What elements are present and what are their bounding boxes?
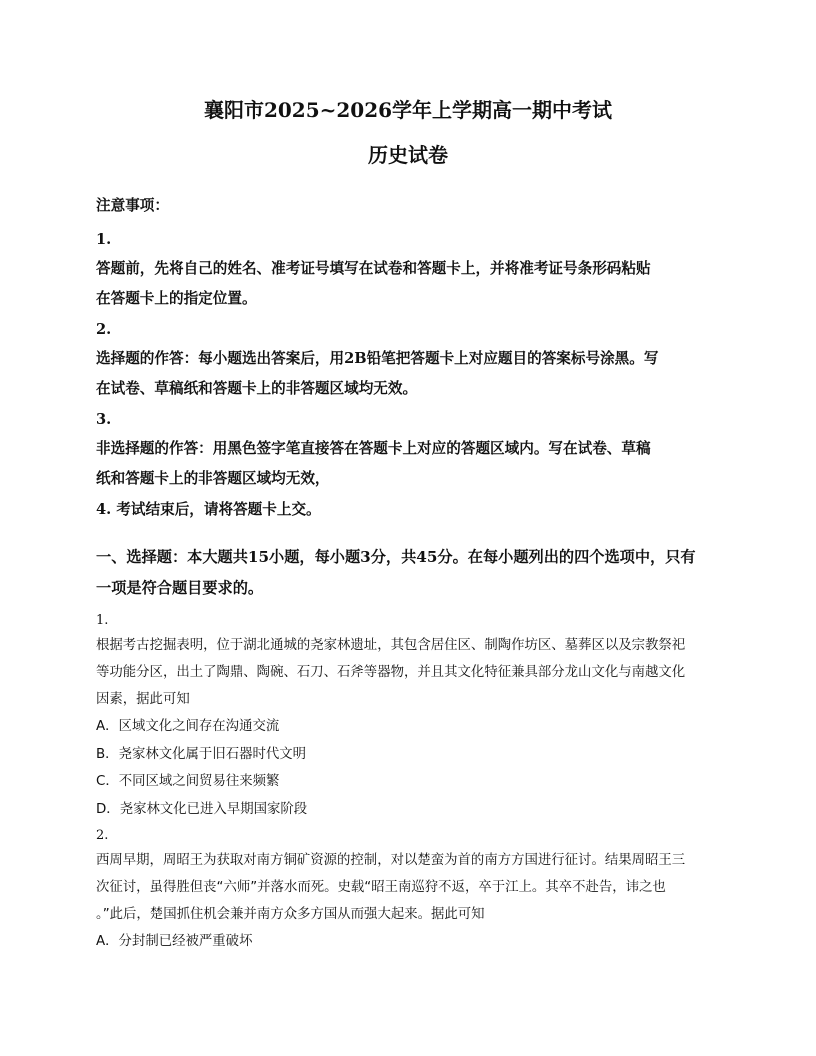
question-1-option-b: B．尧家林文化属于旧石器时代文明 <box>96 747 307 762</box>
section-1-heading-line-1: 一、选择题：本大题共15小题，每小题3分，共45分。在每小题列出的四个选项中，只有 <box>96 548 696 566</box>
notice-item-3-line-2: 纸和答题卡上的非答题区域均无效， <box>96 470 330 487</box>
notice-item-3-number: 3. <box>96 411 112 428</box>
notice-item-2-line-1: 选择题的作答：每小题选出答案后，用2B铅笔把答题卡上对应题目的答案标号涂黑。写 <box>96 350 659 367</box>
notice-item-1-line-2: 在答题卡上的指定位置。 <box>96 290 257 307</box>
exam-title: 襄阳市2025~2026学年上学期高一期中考试 <box>203 98 613 122</box>
notice-item-1-line-1: 答题前，先将自己的姓名、准考证号填写在试卷和答题卡上，并将准考证号条形码粘贴 <box>96 260 651 277</box>
question-1-option-d: D．尧家林文化已进入早期国家阶段 <box>96 802 308 817</box>
question-1-stem-line-2: 等功能分区，出土了陶鼎、陶碗、石刀、石斧等器物，并且其文化特征兼具部分龙山文化与南越文化 <box>96 665 686 680</box>
section-1-heading-line-2: 一项是符合题目要求的。 <box>96 579 264 597</box>
question-1-stem-line-1: 根据考古挖掘表明，位于湖北通城的尧家林遗址，其包含居住区、制陶作坊区、墓葬区以及宗教祭祀 <box>96 638 686 653</box>
notice-item-2-line-2: 在试卷、草稿纸和答题卡上的非答题区域均无效。 <box>96 380 418 397</box>
question-2-option-a: A．分封制已经被严重破坏 <box>96 934 253 949</box>
notice-item-2-number: 2. <box>96 321 112 338</box>
question-1-number: 1. <box>96 613 109 628</box>
question-1-option-c: C．不同区域之间贸易往来频繁 <box>96 774 280 789</box>
question-2-stem-line-1: 西周早期，周昭王为获取对南方铜矿资源的控制，对以楚蛮为首的南方方国进行征讨。结果周昭王三 <box>96 853 686 868</box>
notice-heading: 注意事项： <box>96 197 169 214</box>
notice-item-4: 4. 考试结束后，请将答题卡上交。 <box>96 501 321 518</box>
question-1-option-a: A．区域文化之间存在沟通交流 <box>96 719 280 734</box>
exam-subtitle: 历史试卷 <box>368 143 448 167</box>
notice-item-3-line-1: 非选择题的作答：用黑色签字笔直接答在答题卡上对应的答题区域内。写在试卷、草稿 <box>96 440 651 457</box>
question-2-number: 2. <box>96 828 109 843</box>
notice-item-1-number: 1. <box>96 231 112 248</box>
question-2-stem-line-2: 次征讨，虽得胜但丧“六师”并落水而死。史载“昭王南巡狩不返，卒于江上。其卒不赴告，讳之也 <box>96 880 666 895</box>
question-2-stem-line-3: 。”此后，楚国抓住机会兼并南方众多方国从而强大起来。据此可知 <box>96 907 485 922</box>
question-1-stem-line-3: 因素，据此可知 <box>96 692 190 707</box>
